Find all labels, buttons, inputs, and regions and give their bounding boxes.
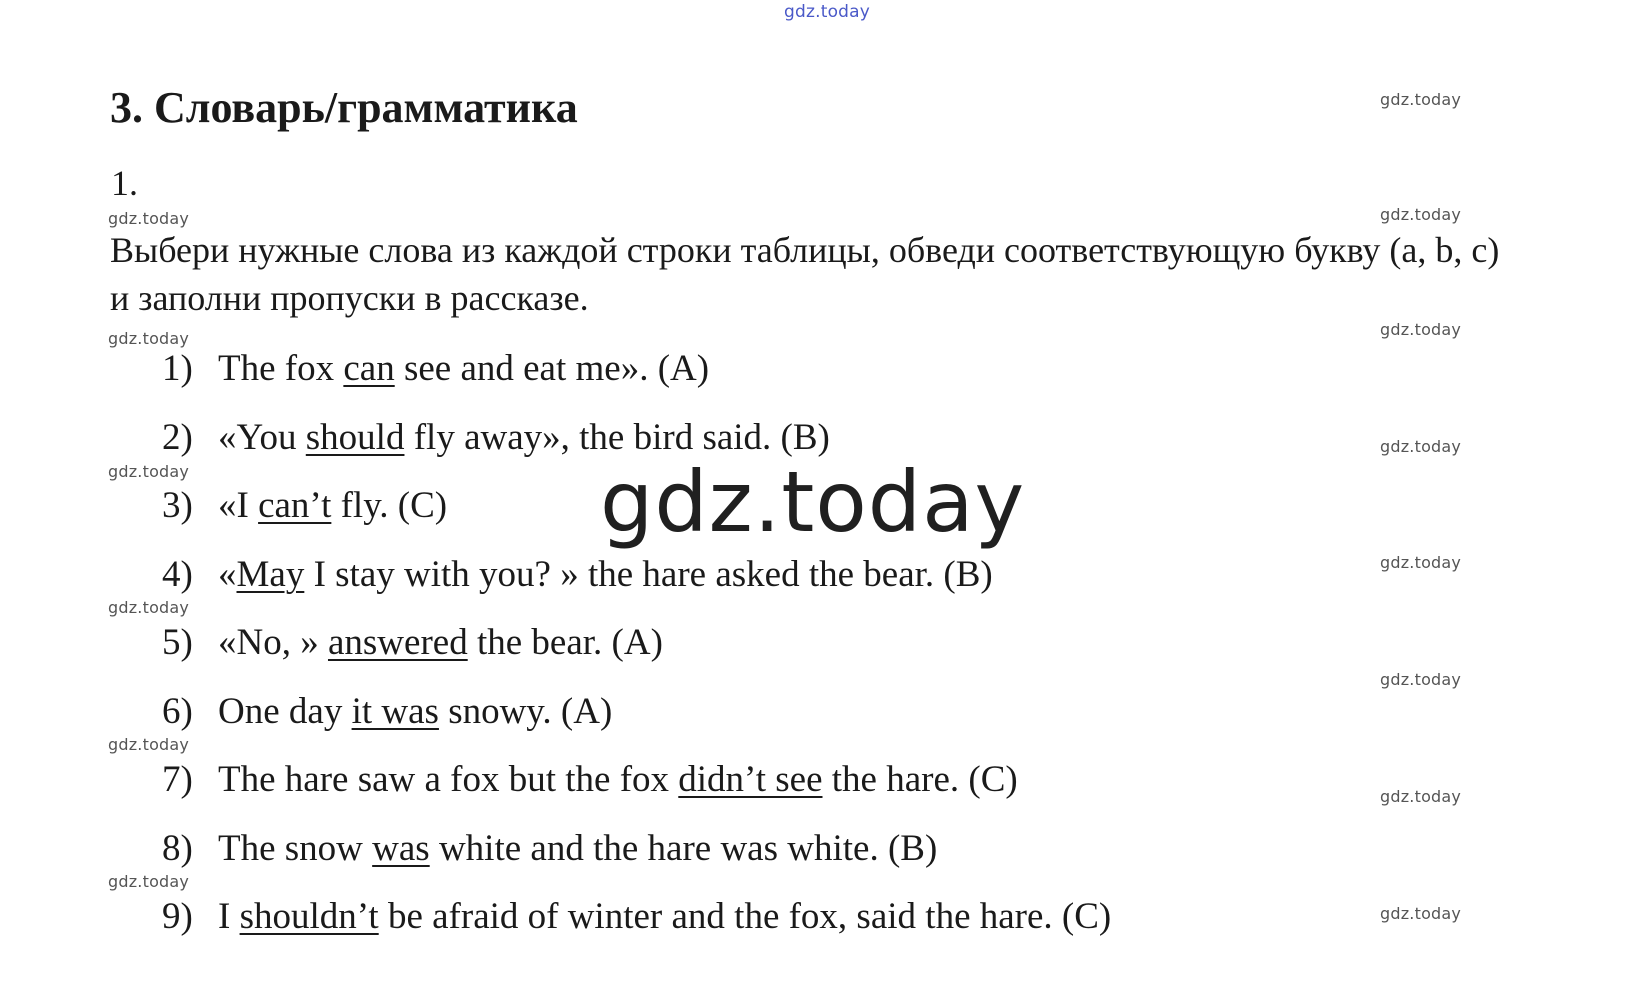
sentence-start: One day <box>218 690 352 732</box>
item-number: 6) <box>162 690 193 732</box>
sentence-start: I <box>218 896 240 937</box>
section-title: 3. Словарь/грамматика <box>110 83 578 132</box>
task-instruction: Выбери нужные слова из каждой строки таблицы, обведи соответствующую букву (a, b, c) и заполни пропуски в рассказе. <box>110 230 1500 318</box>
watermark-large: gdz.today <box>600 453 1026 551</box>
item-number: 2) <box>162 416 193 458</box>
sentence-start: «I <box>218 485 259 526</box>
watermark-right: gdz.today <box>1380 904 1462 923</box>
sentence-end: the bear. (A) <box>467 622 663 663</box>
item-sentence <box>218 551 993 599</box>
sentence-start: The fox <box>218 348 344 389</box>
watermark-left: gdz.today <box>108 462 190 481</box>
sentence-end: the hare. (C) <box>822 759 1018 800</box>
watermark-right: gdz.today <box>1380 205 1462 224</box>
sentence-end: snowy. (A) <box>438 690 613 732</box>
sentence-end: I stay with you? » the hare asked the bear. (B) <box>304 553 993 595</box>
answer-word: it was <box>351 690 439 732</box>
item-number: 3) <box>162 485 193 526</box>
item-number: 5) <box>162 622 193 663</box>
answer-word: May <box>236 553 305 595</box>
sentence-start: The snow <box>218 827 373 869</box>
watermark-right: gdz.today <box>1380 320 1462 339</box>
item-number: 1) <box>162 348 193 389</box>
sentence-start: «No, » <box>218 622 328 663</box>
item-sentence <box>218 482 447 530</box>
item-sentence <box>218 893 1111 941</box>
item-number: 8) <box>162 827 193 869</box>
answer-word: should <box>305 416 405 458</box>
item-number: 7) <box>162 759 193 800</box>
answer-word: can <box>343 348 395 389</box>
watermark-right: gdz.today <box>1380 670 1462 689</box>
item-sentence <box>218 825 937 873</box>
watermark-right: gdz.today <box>1380 787 1462 806</box>
item-sentence <box>218 345 709 393</box>
watermark-right: gdz.today <box>1380 90 1462 109</box>
watermark-left: gdz.today <box>108 598 190 617</box>
watermark-left: gdz.today <box>108 735 190 754</box>
watermark-left: gdz.today <box>108 329 190 348</box>
watermark-right: gdz.today <box>1380 553 1462 572</box>
watermark-right: gdz.today <box>1380 437 1462 456</box>
answer-word: was <box>372 827 430 869</box>
sentence-end: white and the hare was white. (B) <box>429 827 938 869</box>
task-number: 1. <box>111 163 138 203</box>
item-sentence <box>218 688 612 736</box>
sentence-start: « <box>218 553 237 595</box>
answer-word: answered <box>327 622 468 663</box>
item-number: 4) <box>162 553 193 595</box>
item-sentence <box>218 619 663 667</box>
sentence-end: fly. (C) <box>331 485 448 526</box>
watermark-left: gdz.today <box>108 209 190 228</box>
sentence-start: The hare saw a fox but the fox <box>218 759 679 800</box>
answer-word: shouldn’t <box>239 896 379 937</box>
answer-word: didn’t see <box>678 759 823 800</box>
item-sentence <box>218 756 1018 804</box>
item-number: 9) <box>162 896 193 937</box>
answer-word: can’t <box>258 485 332 526</box>
sentence-start: «You <box>218 416 306 458</box>
sentence-end: see and eat me». (A) <box>394 348 710 389</box>
watermark-left: gdz.today <box>108 872 190 891</box>
watermark-top: gdz.today <box>784 2 871 22</box>
sentence-end: fly away», the bird said. (B) <box>404 416 830 458</box>
sentence-end: be afraid of winter and the fox, said the hare. (C) <box>378 896 1112 937</box>
